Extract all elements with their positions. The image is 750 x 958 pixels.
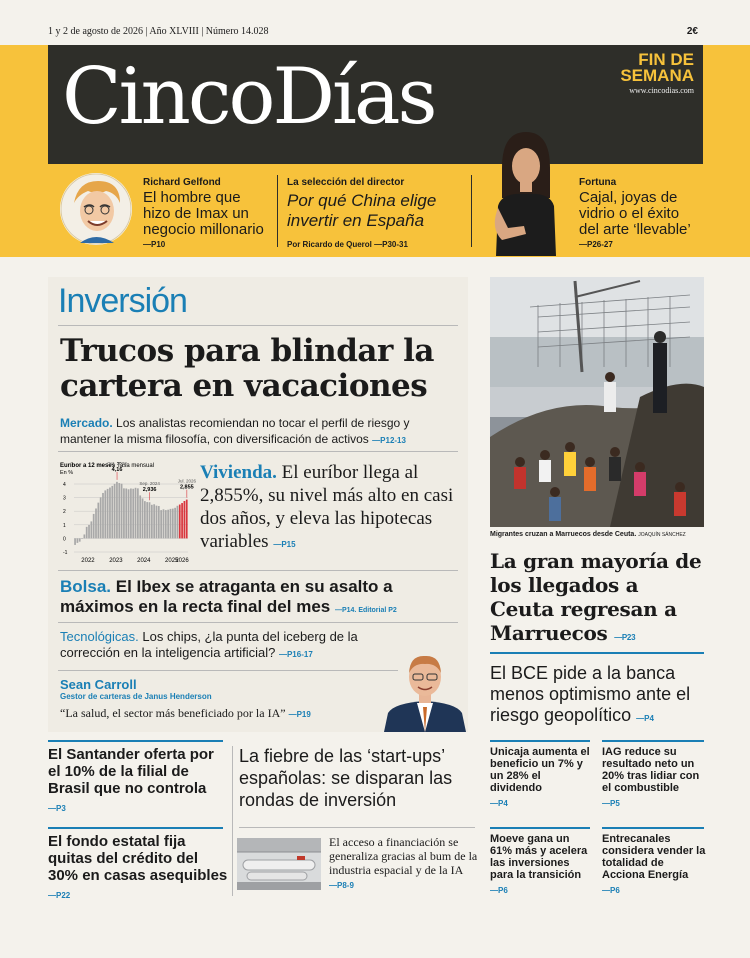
chart-bar bbox=[151, 505, 153, 539]
caption-text: Migrantes cruzan a Marruecos desde Ceuta. bbox=[490, 531, 637, 538]
tecnologicas-ref: —P16-17 bbox=[278, 650, 313, 659]
chart-annotation-label: Jul. 2026 bbox=[177, 478, 196, 484]
chart-bar bbox=[179, 505, 181, 539]
santander-ref: —P3 bbox=[48, 804, 66, 813]
chart-bar bbox=[146, 502, 148, 538]
lead-headline[interactable]: Trucos para blindar la cartera en vacaciones bbox=[60, 333, 434, 404]
chart-bar bbox=[160, 510, 162, 538]
chart-bar bbox=[84, 534, 86, 538]
divider bbox=[58, 670, 398, 671]
divider bbox=[602, 827, 704, 829]
chart-bar bbox=[165, 510, 167, 538]
brief-unicaja-text: Unicaja aumenta el beneficio un 7% y un 28% el dividendo bbox=[490, 746, 590, 794]
divider bbox=[490, 652, 704, 654]
divider bbox=[490, 827, 590, 829]
chart-tick-label: 2 bbox=[63, 509, 66, 516]
teaser-divider bbox=[471, 175, 472, 247]
teaser-2-name: La selección del director bbox=[287, 177, 405, 188]
mercado-text: Los analistas recomiendan no tocar el perfil de riesgo y mantener la misma filosofía, con diversificación de activos bbox=[60, 416, 410, 446]
fondo-headline[interactable] bbox=[48, 833, 228, 904]
price: 2€ bbox=[686, 26, 698, 37]
chart-bar bbox=[135, 488, 137, 539]
chart-x-label: 2023 bbox=[109, 558, 123, 564]
chart-bar bbox=[79, 538, 81, 541]
tecnologicas-label: Tecnológicas. bbox=[60, 629, 139, 644]
chart-bar bbox=[177, 506, 179, 539]
caption-credit: JOAQUÍN SÁNCHEZ bbox=[638, 532, 686, 538]
chart-bar bbox=[109, 488, 111, 539]
euribor-chart bbox=[60, 460, 196, 570]
chart-bar bbox=[90, 521, 92, 538]
teaser-3-text[interactable]: Cajal, joyas de vidrio o el éxito del arte ‘llevable’ bbox=[579, 189, 691, 238]
chart-bar bbox=[163, 509, 165, 538]
chart-tick-label: 3 bbox=[63, 495, 66, 502]
teaser-3-ref: —P26-27 bbox=[579, 240, 613, 249]
chart-x-label: 2025 bbox=[165, 558, 179, 564]
teaser-1-name: Richard Gelfond bbox=[143, 177, 221, 188]
chart-bar bbox=[88, 525, 90, 538]
photo-caption bbox=[490, 531, 686, 538]
chart-bar bbox=[86, 527, 88, 539]
vivienda-label: Vivienda. bbox=[200, 462, 277, 483]
chart-bar bbox=[172, 509, 174, 539]
vivienda-text: El euríbor llega al 2,855%, su nivel más alto en casi dos años, y eleva las hipotecas variables bbox=[200, 462, 454, 552]
chart-bar bbox=[144, 501, 146, 538]
startups-subtext[interactable] bbox=[329, 835, 479, 893]
startups-headline[interactable]: La fiebre de las ‘start-ups’ españolas: se disparan las rondas de inversión bbox=[239, 746, 453, 810]
tecnologicas-text: Los chips, ¿la punta del iceberg de la corrección en la inteligencia artificial? bbox=[60, 629, 358, 660]
divider bbox=[490, 740, 590, 742]
edition-line-1: FIN DE bbox=[638, 50, 694, 69]
chart-bar bbox=[74, 538, 76, 545]
teaser-1-ref: —P10 bbox=[143, 240, 166, 249]
divider bbox=[48, 827, 223, 829]
chart-bar bbox=[174, 508, 176, 539]
quote-text: “La salud, el sector más beneficiado por la IA” bbox=[60, 706, 286, 720]
teaser-2-text[interactable]: Por qué China elige invertir en España bbox=[287, 191, 437, 230]
santander-headline[interactable] bbox=[48, 746, 226, 817]
migrants-photo[interactable] bbox=[490, 277, 704, 527]
chart-bar bbox=[156, 506, 158, 539]
brief-moeve-text: Moeve gana un 61% más y acelera las inversiones para la transición bbox=[490, 833, 588, 881]
portrait-photo bbox=[488, 128, 564, 256]
factory-photo bbox=[237, 838, 321, 890]
chart-bar bbox=[142, 498, 144, 538]
brief-unicaja[interactable] bbox=[490, 746, 594, 810]
ceuta-text: La gran mayoría de los llegados a Ceuta regresan a Marruecos bbox=[490, 549, 702, 645]
chart-bar bbox=[97, 503, 99, 539]
chart-subtitle: Tasa mensual bbox=[117, 463, 155, 469]
edition-line-2: SEMANA bbox=[620, 66, 694, 85]
brief-moeve[interactable] bbox=[490, 833, 594, 897]
chart-title: Euríbor a 12 meses bbox=[60, 463, 116, 469]
mercado-item[interactable] bbox=[60, 415, 460, 449]
bce-headline[interactable] bbox=[490, 663, 704, 729]
dateline: 1 y 2 de agosto de 2026 | Año XLVIII | Número 14.028 bbox=[48, 26, 269, 37]
chart-bar bbox=[181, 503, 183, 538]
chart-bar bbox=[107, 489, 109, 539]
chart-bar bbox=[132, 489, 134, 539]
portrait-illustration bbox=[60, 173, 132, 245]
brief-unicaja-ref: —P4 bbox=[490, 799, 508, 808]
divider bbox=[58, 622, 458, 623]
divider bbox=[58, 325, 458, 326]
tecnologicas-item[interactable] bbox=[60, 629, 410, 663]
chart-bar bbox=[77, 538, 79, 542]
chart-bar bbox=[81, 538, 83, 539]
edition-label bbox=[598, 52, 694, 84]
chart-x-label: 2026 bbox=[175, 558, 189, 564]
divider bbox=[58, 451, 458, 452]
bolsa-label: Bolsa. bbox=[60, 577, 112, 596]
brief-entrecanales-text: Entrecanales considera vender la totalidad de Acciona Energía bbox=[602, 833, 706, 881]
chart-bar bbox=[114, 484, 116, 539]
chart-annotation-label: Oct. 2023 bbox=[107, 460, 127, 466]
chart-bar bbox=[139, 495, 141, 538]
teaser-3-name: Fortuna bbox=[579, 177, 617, 188]
interview-quote[interactable] bbox=[60, 706, 311, 721]
brief-moeve-ref: —P6 bbox=[490, 886, 508, 895]
chart-bar bbox=[123, 488, 125, 538]
chart-bar bbox=[170, 509, 172, 539]
fondo-text: El fondo estatal fija quitas del crédito del 30% en casas asequibles bbox=[48, 833, 228, 884]
website-url[interactable]: www.cincodias.com bbox=[629, 86, 694, 95]
chart-tick-label: 1 bbox=[63, 522, 66, 529]
chart-bar bbox=[149, 502, 151, 538]
teaser-1-text[interactable]: El hombre que hizo de Imax un negocio millonario bbox=[143, 189, 264, 238]
vivienda-item[interactable] bbox=[200, 461, 462, 556]
fondo-ref: —P22 bbox=[48, 891, 71, 900]
chart-bar bbox=[111, 486, 113, 538]
chart-bar bbox=[130, 488, 132, 538]
chart-bar bbox=[184, 501, 186, 538]
chart-bar bbox=[93, 514, 95, 538]
newspaper-logo[interactable]: CincoDías bbox=[62, 52, 435, 142]
divider bbox=[602, 740, 704, 742]
brief-entrecanales[interactable] bbox=[602, 833, 706, 897]
chart-data-label: 4,16 bbox=[111, 466, 123, 473]
chart-bar bbox=[118, 483, 120, 538]
chart-bar bbox=[95, 508, 97, 538]
divider bbox=[58, 570, 458, 571]
column-divider bbox=[232, 746, 233, 896]
chart-bar bbox=[100, 497, 102, 538]
chart-bar bbox=[104, 490, 106, 538]
chart-bar bbox=[153, 504, 155, 538]
bolsa-text: El Ibex se atraganta en su asalto a máximos en la recta final del mes bbox=[60, 577, 393, 616]
interview-role: Gestor de carteras de Janus Henderson bbox=[60, 692, 212, 701]
interview-name[interactable]: Sean Carroll bbox=[60, 677, 137, 692]
section-label[interactable]: Inversión bbox=[58, 282, 187, 320]
bce-ref: —P4 bbox=[636, 714, 654, 723]
santander-text: El Santander oferta por el 10% de la filial de Brasil que no controla bbox=[48, 746, 214, 797]
chart-bar bbox=[186, 500, 188, 539]
chart-bar bbox=[121, 484, 123, 539]
divider bbox=[48, 740, 223, 742]
mercado-ref: —P12-13 bbox=[372, 436, 406, 445]
chart-data-label: 2,936 bbox=[142, 487, 157, 494]
interview-portrait bbox=[384, 645, 466, 732]
divider bbox=[239, 827, 475, 828]
bolsa-ref: —P14. Editorial P2 bbox=[334, 607, 397, 614]
startups-sub: El acceso a financiación se generaliza gracias al bum de la industria espacial y de la IA bbox=[329, 835, 478, 877]
chart-tick-label: 4 bbox=[63, 482, 66, 488]
chart-x-label: 2022 bbox=[81, 558, 95, 564]
chart-bar bbox=[116, 482, 118, 539]
vivienda-ref: —P15 bbox=[273, 540, 296, 549]
chart-bar bbox=[158, 506, 160, 538]
chart-tick-label: -1 bbox=[63, 550, 68, 556]
brief-iag-ref: —P5 bbox=[602, 799, 620, 808]
chart-tick-label: 0 bbox=[63, 536, 66, 543]
chart-ylabel: En % bbox=[60, 470, 74, 476]
teaser-divider bbox=[277, 175, 278, 247]
chart-annotation-label: Sep. 2024 bbox=[139, 481, 160, 487]
ceuta-headline[interactable] bbox=[490, 549, 705, 650]
chart-bar bbox=[102, 493, 104, 538]
bce-text: El BCE pide a la banca menos optimismo ante el riesgo geopolítico bbox=[490, 663, 691, 725]
chart-bar bbox=[137, 488, 139, 538]
chart-bar bbox=[125, 488, 127, 538]
euribor-chart-svg bbox=[60, 460, 196, 566]
mercado-label: Mercado. bbox=[60, 416, 113, 430]
quote-ref: —P19 bbox=[288, 710, 311, 719]
chart-data-label: 2,855 bbox=[179, 484, 194, 491]
chart-bar bbox=[128, 489, 130, 538]
ceuta-ref: —P23 bbox=[614, 633, 636, 642]
brief-iag-text: IAG reduce su resultado neto un 20% tras lidiar con el combustible bbox=[602, 746, 700, 794]
chart-bar bbox=[167, 510, 169, 539]
bolsa-item[interactable] bbox=[60, 577, 460, 621]
startups-ref: —P8-9 bbox=[329, 881, 354, 890]
teaser-2-ref: Por Ricardo de Querol —P30-31 bbox=[287, 240, 408, 249]
chart-x-label: 2024 bbox=[137, 558, 151, 564]
brief-entrecanales-ref: —P6 bbox=[602, 886, 620, 895]
brief-iag[interactable] bbox=[602, 746, 706, 810]
